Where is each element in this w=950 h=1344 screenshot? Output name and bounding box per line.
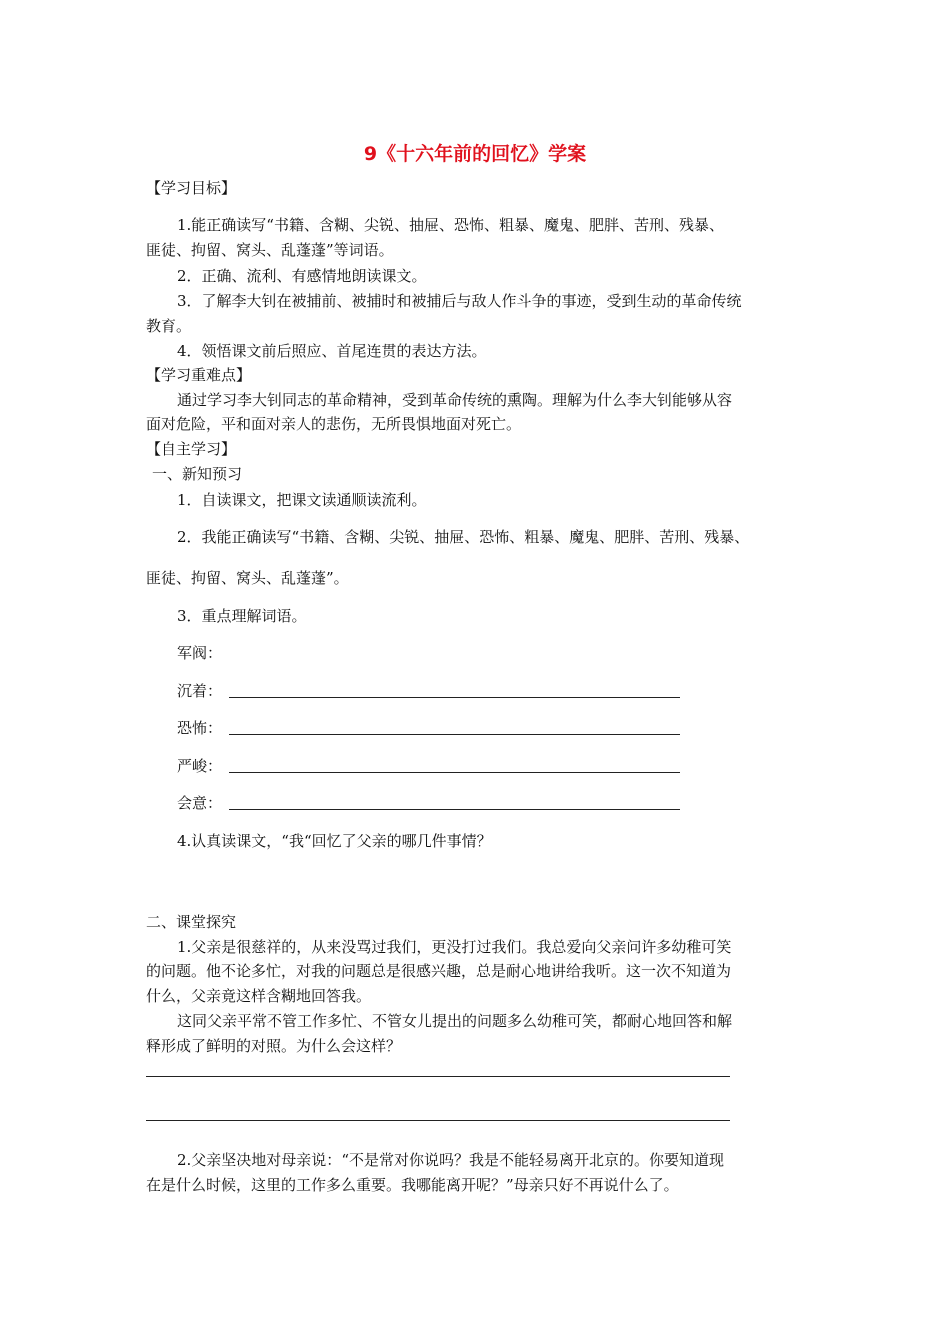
answer-line-huiyi[interactable] (229, 809, 680, 810)
part-1-heading: 一、新知预习 (152, 465, 243, 483)
preview-item-2-line-1: 2．我能正确读写“书籍、含糊、尖锐、抽屉、恐怖、粗暴、魔鬼、肥胖、苦刑、残暴、 (177, 528, 750, 546)
key-points-line-1: 通过学习李大钊同志的革命精神，受到革命传统的熏陶。理解为什么李大钊能够从容 (177, 391, 733, 409)
question-2-line-2: 在是什么时候，这里的工作多么重要。我哪能离开呢？”母亲只好不再说什么了。 (146, 1176, 679, 1194)
goal-1-line-2: 匪徒、拘留、窝头、乱蓬蓬”等词语。 (146, 241, 394, 259)
word-label-huiyi: 会意： (177, 794, 223, 812)
word-label-chenzhuo: 沉着： (177, 682, 223, 700)
answer-line-yanjun[interactable] (229, 772, 680, 773)
question-1-line-1: 1.父亲是很慈祥的，从来没骂过我们，更没打过我们。我总爱向父亲问许多幼稚可笑 (177, 938, 732, 956)
question-1-line-5: 释形成了鲜明的对照。为什么会这样？ (146, 1037, 402, 1055)
question-1-line-2: 的问题。他不论多忙，对我的问题总是很感兴趣，总是耐心地讲给我听。这一次不知道为 (146, 962, 732, 980)
section-heading-goals: 【学习目标】 (146, 179, 237, 197)
preview-item-2-line-2: 匪徒、拘留、窝头、乱蓬蓬”。 (146, 569, 349, 587)
preview-item-1: 1．自读课文，把课文读通顺读流利。 (177, 491, 427, 509)
preview-item-4: 4.认真读课文，“我“回忆了父亲的哪几件事情？ (177, 832, 492, 850)
word-label-junfa: 军阀： (177, 644, 223, 662)
goal-1-line-1: 1.能正确读写“书籍、含糊、尖锐、抽屉、恐怖、粗暴、魔鬼、肥胖、苦刑、残暴、 (177, 216, 724, 234)
section-heading-self-study: 【自主学习】 (146, 440, 237, 458)
goal-3-line-2: 教育。 (146, 317, 192, 335)
section-heading-key-points: 【学习重难点】 (146, 366, 252, 384)
answer-line-chenzhuo[interactable] (229, 697, 680, 698)
word-label-yanjun: 严峻： (177, 757, 223, 775)
answer-line-q1-2[interactable] (146, 1120, 730, 1121)
goal-3-line-1: 3．了解李大钊在被捕前、被捕时和被捕后与敌人作斗争的事迹，受到生动的革命传统 (177, 292, 742, 310)
part-2-heading: 二、课堂探究 (146, 913, 237, 931)
preview-item-3: 3．重点理解词语。 (177, 607, 307, 625)
question-2-line-1: 2.父亲坚决地对母亲说：“不是常对你说吗？我是不能轻易离开北京的。你要知道现 (177, 1151, 724, 1169)
answer-line-kongbu[interactable] (229, 734, 680, 735)
question-1-line-3: 什么，父亲竟这样含糊地回答我。 (146, 987, 372, 1005)
word-label-kongbu: 恐怖： (177, 719, 223, 737)
goal-2: 2．正确、流利、有感情地朗读课文。 (177, 267, 427, 285)
answer-line-q1-1[interactable] (146, 1076, 730, 1077)
goal-4: 4．领悟课文前后照应、首尾连贯的表达方法。 (177, 342, 487, 360)
page-title: 9《十六年前的回忆》学案 (363, 143, 587, 165)
key-points-line-2: 面对危险，平和面对亲人的悲伤，无所畏惧地面对死亡。 (146, 415, 522, 433)
question-1-line-4: 这同父亲平常不管工作多忙、不管女儿提出的问题多么幼稚可笑，都耐心地回答和解 (177, 1012, 733, 1030)
